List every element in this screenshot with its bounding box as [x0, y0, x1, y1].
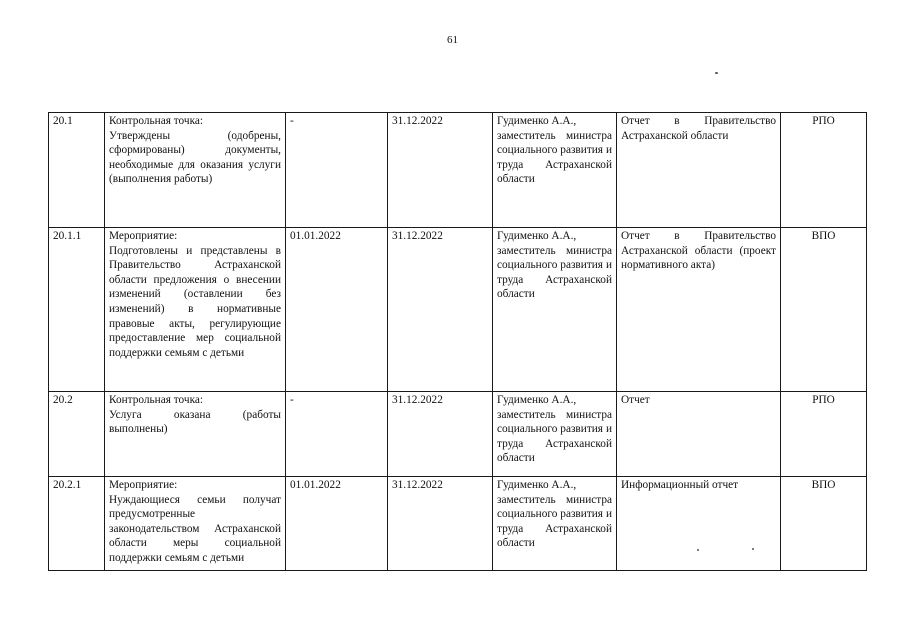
events-table	[48, 112, 867, 571]
row-number: 20.1	[49, 113, 105, 228]
row-responsible-cell	[493, 113, 617, 228]
row-responsible-name: Гудименко А.А.,	[497, 394, 577, 406]
row-title-cell	[105, 477, 286, 571]
row-type: ВПО	[781, 477, 867, 571]
row-responsible-cell	[493, 228, 617, 392]
row-type: РПО	[781, 113, 867, 228]
row-end-date: 31.12.2022	[388, 392, 493, 477]
row-report: Отчет в Правительство Астраханской области	[617, 113, 781, 228]
row-responsible-position: заместитель министра социального развития и труда Астраханской области	[497, 129, 612, 186]
events-table-body	[49, 113, 867, 571]
table-row	[49, 228, 867, 392]
row-responsible-cell	[493, 392, 617, 477]
table-row	[49, 113, 867, 228]
row-type: ВПО	[781, 228, 867, 392]
row-title-cell	[105, 228, 286, 392]
row-start-date: 01.01.2022	[286, 228, 388, 392]
row-start-date: -	[286, 392, 388, 477]
row-title-text: Утверждены (одобрены, сформированы) документы, необходимые для оказания услуги (выполнения работы)	[109, 129, 281, 186]
row-end-date: 31.12.2022	[388, 113, 493, 228]
row-number: 20.2	[49, 392, 105, 477]
row-type: РПО	[781, 392, 867, 477]
table-row	[49, 477, 867, 571]
row-title-text: Подготовлены и представлены в Правительство Астраханской области предложения о внесении изменений (оставлении без изменений) в нормативные правовые акты, регулирующие предоставление мер социальной поддержки семьям с детьми	[109, 244, 281, 359]
row-report: Отчет в Правительство Астраханской области (проект нормативного акта)	[617, 228, 781, 392]
page-number: 61	[447, 34, 458, 46]
row-responsible-name: Гудименко А.А.,	[497, 115, 577, 127]
row-title-heading: Контрольная точка:	[109, 115, 204, 127]
row-title-cell	[105, 392, 286, 477]
row-title-text: Услуга оказана (работы выполнены)	[109, 408, 281, 436]
table-row	[49, 392, 867, 477]
row-end-date: 31.12.2022	[388, 228, 493, 392]
row-title-heading: Мероприятие:	[109, 479, 178, 491]
row-title-text: Нуждающиеся семьи получат предусмотренные законодательством Астраханской области меры социальной поддержки семьям с детьми	[109, 493, 281, 564]
row-title-cell	[105, 113, 286, 228]
row-responsible-name: Гудименко А.А.,	[497, 479, 577, 491]
row-start-date: 01.01.2022	[286, 477, 388, 571]
row-responsible-position: заместитель министра социального развития и труда Астраханской области	[497, 408, 612, 465]
row-title-heading: Мероприятие:	[109, 230, 178, 242]
row-number: 20.2.1	[49, 477, 105, 571]
row-responsible-position: заместитель министра социального развития и труда Астраханской области	[497, 493, 612, 550]
row-responsible-position: заместитель министра социального развития и труда Астраханской области	[497, 244, 612, 301]
scan-speck	[715, 72, 718, 74]
row-start-date: -	[286, 113, 388, 228]
row-end-date: 31.12.2022	[388, 477, 493, 571]
row-title-heading: Контрольная точка:	[109, 394, 204, 406]
row-responsible-cell	[493, 477, 617, 571]
row-report: Отчет	[617, 392, 781, 477]
row-responsible-name: Гудименко А.А.,	[497, 230, 577, 242]
row-report: Информационный отчет	[617, 477, 781, 571]
row-number: 20.1.1	[49, 228, 105, 392]
